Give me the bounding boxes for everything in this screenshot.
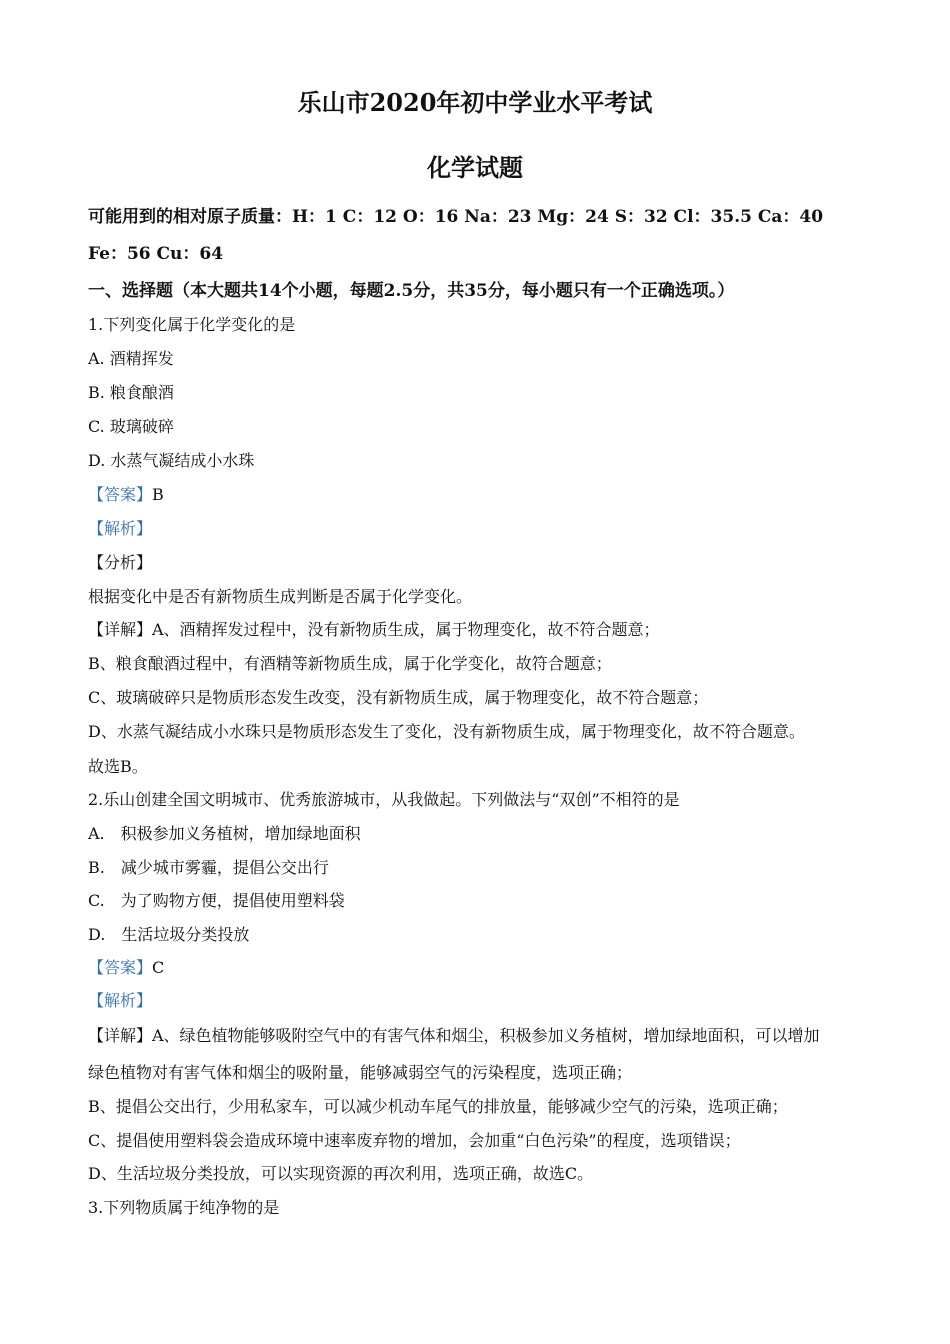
q1-option-c: C. 玻璃破碎 (88, 417, 174, 436)
atomic-mass-line-2: Fe：56 Cu：64 (88, 244, 224, 264)
q2-detail-line: C、提倡使用塑料袋会造成环境中速率废弃物的增加，会加重“白色污染”的程度，选项错误； (88, 1131, 741, 1150)
q2-option-a: A. 积极参加义务植树，增加绿地面积 (88, 824, 361, 843)
q2-option-b: B. 减少城市雾霾，提倡公交出行 (88, 858, 329, 877)
q2-detail-line: D、生活垃圾分类投放，可以实现资源的再次利用，选项正确，故选C。 (88, 1164, 594, 1183)
q2-answer-tag: 【答案】 (88, 958, 153, 977)
q1-answer-value: B (152, 485, 164, 504)
q1-option-b: B. 粮食酿酒 (88, 383, 174, 402)
q3-stem: 3.下列物质属于纯净物的是 (88, 1198, 280, 1217)
atomic-mass-line-1: 可能用到的相对原子质量：H：1 C：12 O：16 Na：23 Mg：24 S：32 Cl：35.5 Ca：40 (88, 207, 824, 227)
q1-fenxi: 根据变化中是否有新物质生成判断是否属于化学变化。 (88, 587, 473, 606)
q2-analysis-tag: 【解析】 (88, 991, 153, 1010)
q2-option-c: C. 为了购物方便，提倡使用塑料袋 (88, 891, 345, 910)
page-title: 乐山市2020年初中学业水平考试 (297, 88, 653, 117)
q2-detail-line: B、提倡公交出行，少用私家车，可以减少机动车尾气的排放量，能够减少空气的污染，选项正确； (88, 1097, 788, 1116)
q2-option-d: D. 生活垃圾分类投放 (88, 925, 250, 944)
q1-answer (88, 485, 164, 505)
q1-detail-line: 【详解】A、酒精挥发过程中，没有新物质生成，属于物理变化，故不符合题意； (88, 620, 660, 639)
section-heading: 一、选择题（本大题共14个小题，每题2.5分，共35分，每小题只有一个正确选项。） (88, 281, 735, 301)
q1-detail-line: D、水蒸气凝结成小水珠只是物质形态发生了变化，没有新物质生成，属于物理变化，故不符合题意。 (88, 722, 805, 741)
q1-detail-line: C、玻璃破碎只是物质形态发生改变，没有新物质生成，属于物理变化，故不符合题意； (88, 688, 709, 707)
q2-answer (88, 958, 164, 978)
q1-option-a: A. 酒精挥发 (88, 349, 174, 368)
q1-fenxi-tag: 【分析】 (88, 553, 153, 572)
q1-detail-line: 故选B。 (88, 757, 148, 776)
q2-detail-line: 【详解】A、绿色植物能够吸附空气中的有害气体和烟尘，积极参加义务植树，增加绿地面积，可以增加 (88, 1026, 820, 1045)
q2-detail-line: 绿色植物对有害气体和烟尘的吸附量，能够减弱空气的污染程度，选项正确； (88, 1063, 633, 1082)
q2-answer-value: C (152, 958, 165, 977)
q1-option-d: D. 水蒸气凝结成小水珠 (88, 451, 255, 470)
q1-answer-tag: 【答案】 (88, 485, 153, 504)
page-subtitle: 化学试题 (427, 153, 523, 182)
q2-stem: 2.乐山创建全国文明城市、优秀旅游城市，从我做起。下列做法与“双创”不相符的是 (88, 790, 680, 809)
q1-analysis-tag: 【解析】 (88, 519, 153, 538)
q1-detail-line: B、粮食酿酒过程中，有酒精等新物质生成，属于化学变化，故符合题意； (88, 654, 612, 673)
q1-stem: 1.下列变化属于化学变化的是 (88, 315, 296, 334)
